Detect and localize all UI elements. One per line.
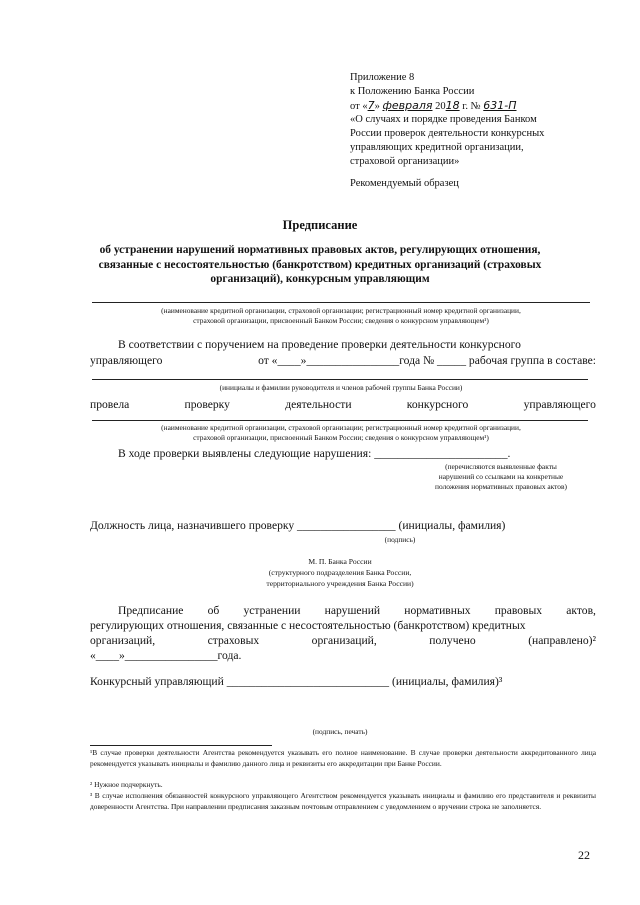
text-word: получено bbox=[429, 634, 476, 647]
text-word: управляющего bbox=[523, 398, 596, 411]
date-month: февраля bbox=[382, 99, 433, 112]
inspected-organization-fill-line[interactable] bbox=[92, 420, 588, 421]
appendix-label: Приложение 8 bbox=[350, 72, 415, 83]
date-day: 7 bbox=[367, 99, 375, 112]
regulation-title-line-1: «О случаях и порядке проведения Банком bbox=[350, 114, 537, 125]
footnote-1: ¹В случае проверки деятельности Агентства рекомендуется указывать его полное наименование. В случае проверки деятельности аккредитованного лица рекомендуется указывать инициалы и фамилию данного лица и реквизиты его аккредитации при Банке России. bbox=[90, 748, 596, 768]
text-word: (направлено)² bbox=[528, 634, 596, 647]
text-word: Предписание bbox=[118, 604, 184, 617]
document-subtitle bbox=[0, 243, 640, 287]
subtitle-line-1: об устранении нарушений нормативных правовых актов, регулирующих отношения, bbox=[99, 244, 541, 256]
document-title: Предписание bbox=[282, 218, 358, 232]
regulation-date-line bbox=[350, 99, 517, 114]
caption-line: положения нормативных правовых актов) bbox=[435, 482, 567, 491]
caption-line: страховой организации, присвоенный Банком России; сведения о конкурсном управляющем¹) bbox=[193, 433, 489, 442]
text-word: нормативных bbox=[404, 604, 471, 617]
caption-line: (наименование кредитной организации, страховой организации; регистрационный номер кредитной организации, bbox=[161, 423, 521, 432]
signature-seal-caption: (подпись, печать) bbox=[312, 727, 368, 736]
violations-line: В ходе проверки выявлены следующие нарушения: _______________________. bbox=[118, 447, 511, 460]
signature-caption: (подпись) bbox=[384, 535, 416, 544]
regulation-ref: к Положению Банка России bbox=[350, 86, 475, 97]
working-group-fill-line[interactable] bbox=[92, 379, 588, 380]
text-fields: от «____»________________года № _____ рабочая группа в составе: bbox=[258, 354, 596, 367]
receivership-manager-line: Конкурсный управляющий ____________________________ (инициалы, фамилия)³ bbox=[90, 675, 503, 688]
stamp-caption-line: (структурного подразделения Банка России, bbox=[268, 568, 412, 577]
text-word: актов, bbox=[566, 604, 596, 617]
text-word: конкурсного bbox=[406, 398, 469, 411]
receipt-line-3 bbox=[90, 633, 596, 648]
subtitle-line-2: связанные с несостоятельностью (банкротством) кредитных организаций (страховых bbox=[98, 258, 542, 271]
text-word: устранении bbox=[243, 604, 301, 617]
working-group-caption: (инициалы и фамилии руководителя и членов рабочей группы Банка России) bbox=[219, 383, 463, 392]
date-suffix: г. № bbox=[462, 101, 481, 112]
page-number: 22 bbox=[578, 848, 590, 862]
organization-caption bbox=[90, 306, 592, 326]
caption-line: (перечисляются выявленные факты bbox=[445, 462, 557, 471]
footnote-separator bbox=[90, 745, 272, 746]
regulation-title-line-3: управляющих кредитной организации, bbox=[350, 142, 524, 153]
year-prefix: 20 bbox=[435, 101, 446, 112]
text-word: нарушений bbox=[324, 604, 381, 617]
text-word: провела bbox=[90, 398, 130, 411]
assignment-paragraph-line-2 bbox=[90, 353, 596, 368]
text-word: правовых bbox=[494, 604, 543, 617]
date-prefix: от « bbox=[350, 101, 368, 112]
regulation-title-line-2: России проверок деятельности конкурсных bbox=[350, 128, 545, 139]
inspection-line bbox=[90, 397, 596, 412]
stamp-label: М. П. Банка России bbox=[308, 557, 372, 566]
receipt-line-1 bbox=[118, 603, 596, 618]
caption-line: страховой организации, присвоенный Банком России; сведения о конкурсном управляющем¹) bbox=[193, 316, 489, 325]
text-word: организаций, bbox=[90, 634, 156, 647]
date-year: 18 bbox=[445, 99, 460, 112]
date-mid: » bbox=[374, 101, 380, 112]
receipt-date-line: «____»________________года. bbox=[90, 649, 242, 662]
assignment-paragraph-line-1: В соответствии с поручением на проведение проверки деятельности конкурсного bbox=[118, 338, 521, 351]
text-word: проверку bbox=[184, 398, 230, 411]
violations-caption bbox=[408, 462, 594, 492]
organization-fill-line[interactable] bbox=[92, 302, 590, 303]
receipt-line-2: регулирующих отношения, связанные с несостоятельностью (банкротством) кредитных bbox=[90, 619, 526, 632]
regulation-number: 631-П bbox=[483, 99, 517, 112]
footnote-3: ³ В случае исполнения обязанностей конкурсного управляющего Агентством рекомендуется указывать инициалы и фамилию его представителя и реквизиты доверенности Агентства. При направлении предписания заказным почтовым отправлением с уведомлением о вручении строка не заполняется. bbox=[90, 791, 596, 811]
text-word: об bbox=[207, 604, 220, 617]
caption-line: нарушений со ссылками на конкретные bbox=[438, 472, 564, 481]
footnote-2: ² Нужное подчеркнуть. bbox=[90, 780, 163, 789]
caption-line: (наименование кредитной организации, страховой организации; регистрационный номер кредитной организации, bbox=[161, 306, 521, 315]
stamp-caption-line: территориального учреждения Банка России) bbox=[266, 579, 414, 588]
stamp-block bbox=[200, 556, 480, 589]
text-word: страховых bbox=[207, 634, 260, 647]
text-word: организаций, bbox=[311, 634, 377, 647]
inspected-organization-caption bbox=[90, 423, 592, 443]
text-word: управляющего bbox=[90, 354, 163, 367]
recommended-sample-label: Рекомендуемый образец bbox=[350, 178, 459, 189]
text-word: деятельности bbox=[285, 398, 352, 411]
regulation-title-line-4: страховой организации» bbox=[350, 156, 460, 167]
appointing-official-line: Должность лица, назначившего проверку _________________ (инициалы, фамилия) bbox=[90, 519, 506, 532]
subtitle-line-3: организаций), конкурсным управляющим bbox=[210, 273, 430, 285]
